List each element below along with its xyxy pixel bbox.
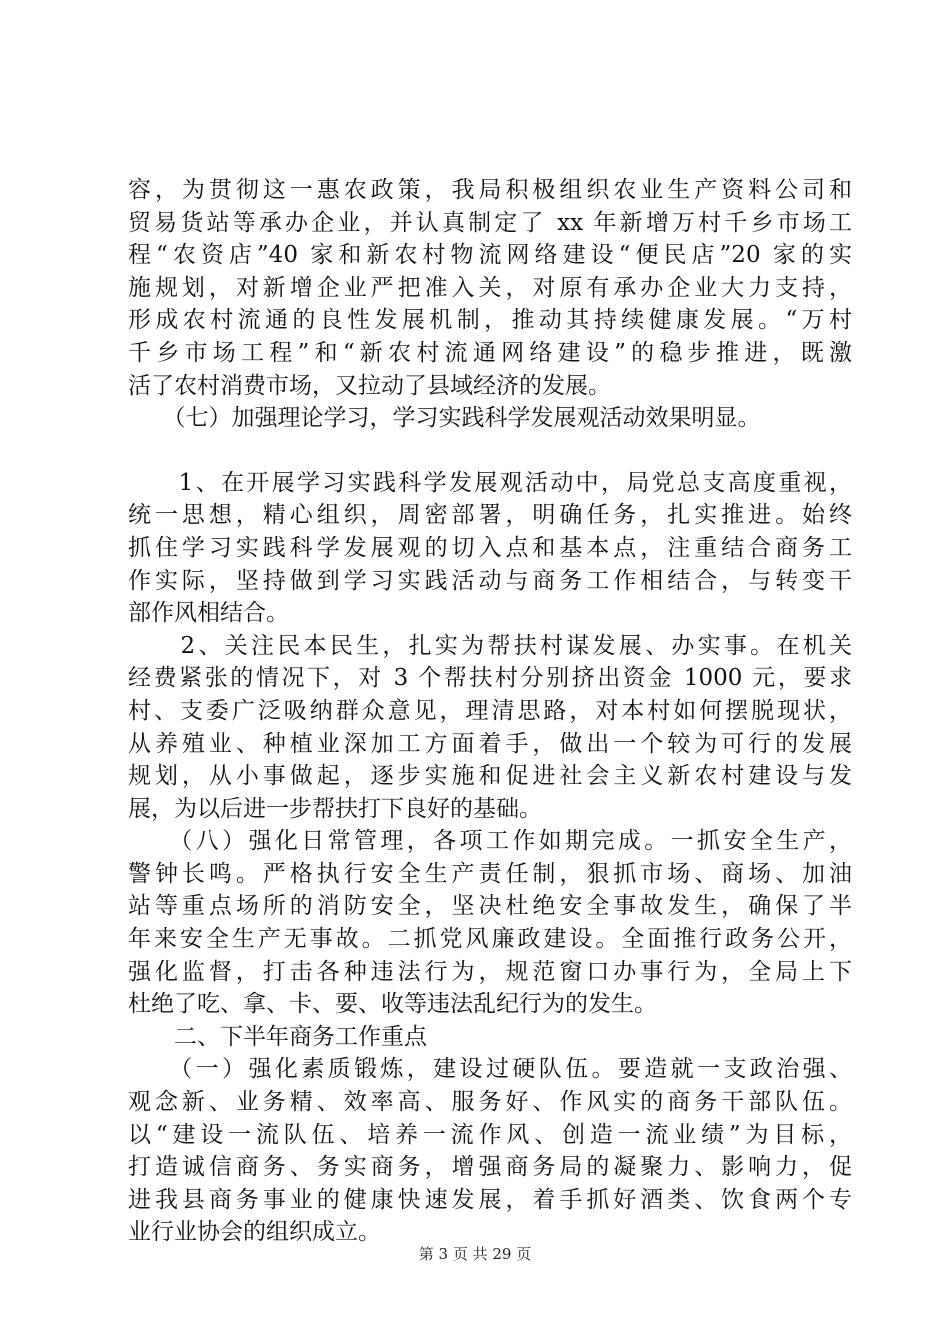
paragraph-gap [128,435,852,467]
paragraph-8 [128,825,852,1021]
text-line: 程“农资店”40 家和新农村物流网络建设“便民店”20 家的实 [128,242,852,269]
text-line: （一）强化素质锻炼，建设过硬队伍。要造就一支政治强、 [128,1056,852,1083]
document-body [128,174,852,1249]
text-line: 观念新、业务精、效率高、服务好、作风实的商务干部队伍。 [128,1089,852,1116]
text-line: 二、下半年商务工作重点 [128,1023,427,1050]
text-line: 施规划，对新增企业严把准入关，对原有承办企业大力支持， [128,274,852,301]
text-line: 作实际，坚持做到学习实践活动与商务工作相结合，与转变干 [128,567,852,594]
text-line: 站等重点场所的消防安全，坚决杜绝安全事故发生，确保了半 [128,893,852,920]
text-line: 打造诚信商务、务实商务，增强商务局的凝聚力、影响力，促 [128,1154,852,1181]
text-line: 容，为贯彻这一惠农政策，我局积极组织农业生产资料公司和 [128,177,852,203]
text-line: 抓住学习实践科学发展观的切入点和基本点，注重结合商务工 [128,534,852,561]
text-line: 规划，从小事做起，逐步实施和促进社会主义新农村建设与发 [128,763,852,790]
text-line: 统一思想，精心组织，周密部署，明确任务，扎实推进。始终 [128,502,852,529]
text-line: 贸易货站等承办企业，并认真制定了 xx 年新增万村千乡市场工 [128,209,852,236]
paragraph-2-1 [128,1053,852,1249]
text-line: （八）强化日常管理，各项工作如期完成。一抓安全生产， [128,828,852,855]
text-line: 年来安全生产无事故。二抓党风廉政建设。全面推行政务公开， [128,926,852,953]
paragraph-7-1 [128,467,852,630]
text-line: 从养殖业、种植业深加工方面着手，做出一个较为可行的发展 [128,730,852,757]
text-line: 千乡市场工程”和“新农村流通网络建设”的稳步推进，既激 [128,339,852,366]
text-line: 展，为以后进一步帮扶打下良好的基础。 [128,795,542,822]
section-heading-2 [128,1021,852,1054]
text-line: 村、支委广泛吸纳群众意见，理清思路，对本村如何摆脱现状， [128,697,852,724]
text-line: 以“建设一流队伍、培养一流作风、创造一流业绩”为目标， [128,1121,852,1148]
text-line: 警钟长鸣。严格执行安全生产责任制，狠抓市场、商场、加油 [128,860,852,887]
paragraph-continuation [128,174,852,402]
text-line: 业行业协会的组织成立。 [128,1219,381,1246]
text-line: 进我县商务事业的健康快速发展，着手抓好酒类、饮食两个专 [128,1186,852,1213]
paragraph-7-2 [128,630,852,826]
page-number: 第 3 页 共 29 页 [418,1245,532,1263]
text-line: 形成农村流通的良性发展机制，推动其持续健康发展。“万村 [128,307,852,334]
text-line: 1、在开展学习实践科学发展观活动中，局党总支高度重视， [128,469,852,496]
text-line: 强化监督，打击各种违法行为，规范窗口办事行为，全局上下 [128,958,852,985]
text-line: 经费紧张的情况下，对 3 个帮扶村分别挤出资金 1000 元，要求 [128,665,852,692]
text-line: 活了农村消费市场，又拉动了县域经济的发展。 [128,372,611,399]
text-line: （七）加强理论学习，学习实践科学发展观活动效果明显。 [128,405,761,432]
text-line: 杜绝了吃、拿、卡、要、收等违法乱纪行为的发生。 [128,991,657,1018]
text-line: 2、关注民本民生，扎实为帮扶村谋发展、办实事。在机关 [128,632,852,659]
section-heading-7 [128,402,852,435]
text-line: 部作风相结合。 [128,600,289,627]
